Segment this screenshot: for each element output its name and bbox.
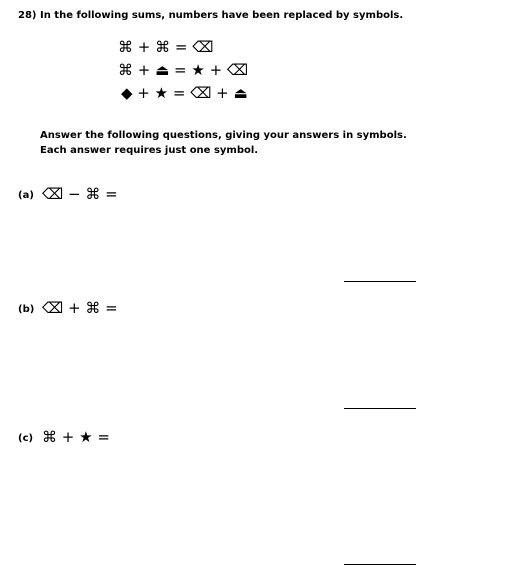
part-b-label: (b): [18, 304, 35, 315]
question-number: 28): [18, 10, 37, 21]
part-a-answer-line[interactable]: [344, 281, 416, 282]
part-c-answer-line[interactable]: [344, 564, 416, 565]
part-b-expression: ⌫ + ⌘ =: [42, 299, 118, 317]
instruction-line-2: Each answer requires just one symbol.: [40, 145, 259, 156]
instruction-line-1: Answer the following questions, giving your answers in symbols.: [40, 130, 407, 141]
part-c-label: (c): [18, 433, 34, 444]
part-a-expression: ⌫ − ⌘ =: [42, 185, 118, 203]
question-text: In the following sums, numbers have been replaced by symbols.: [39, 10, 404, 21]
equation-row-1: ⌘ + ⌘ = ⌫: [118, 38, 214, 56]
question-header: [18, 10, 403, 22]
equation-row-2: ⌘ + ⏏ = ★ + ⌫: [118, 61, 249, 79]
part-a-label: (a): [18, 190, 34, 201]
part-b-answer-line[interactable]: [344, 408, 416, 409]
part-c-expression: ⌘ + ★ =: [42, 428, 110, 446]
equation-row-3: ◆ + ★ = ⌫ + ⏏: [121, 84, 248, 102]
